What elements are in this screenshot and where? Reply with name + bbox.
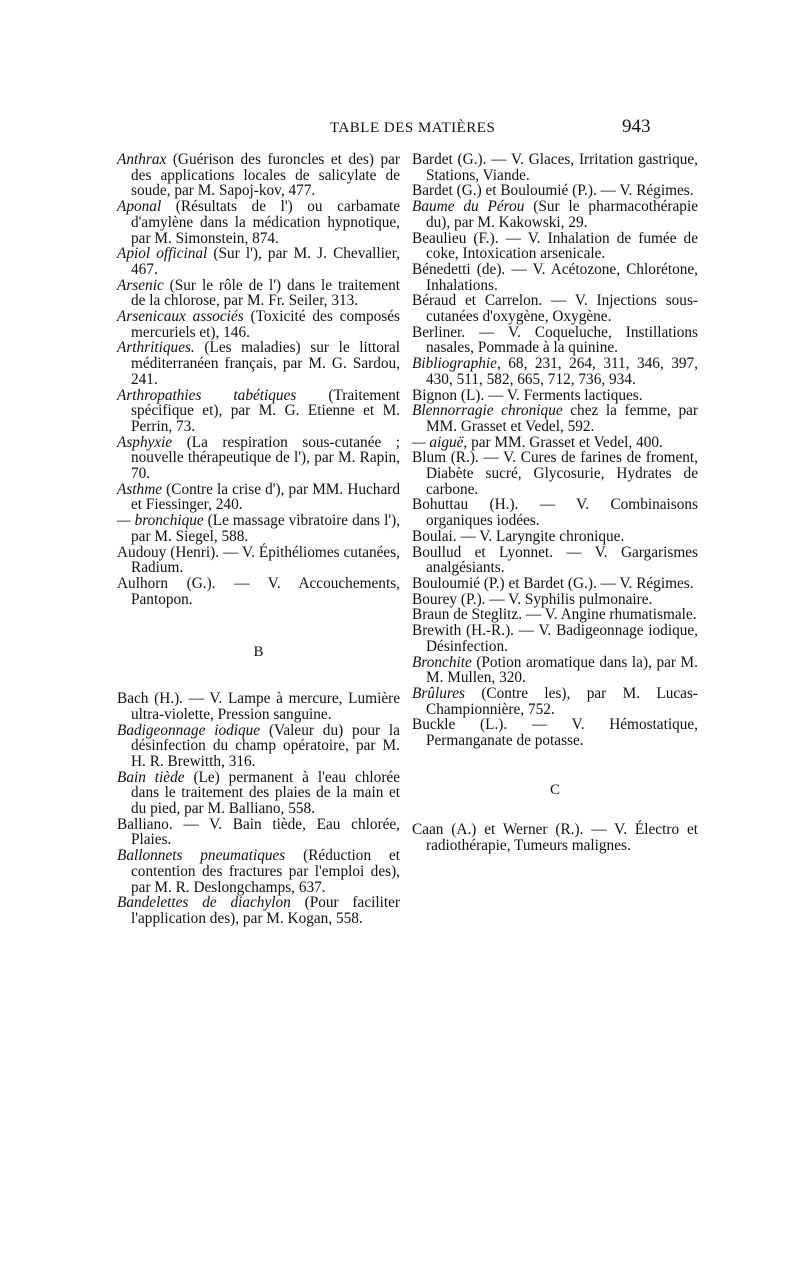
index-entry-term: Bronchite xyxy=(412,653,472,671)
index-entry-text: Bardet (G.). — V. Glaces, Irritation gastrique, Stations, Viande. xyxy=(412,151,698,184)
index-entry xyxy=(117,340,400,387)
index-entry-term: Ballonnets pneumatiques xyxy=(117,847,286,865)
index-entry xyxy=(117,246,400,277)
index-entry xyxy=(412,231,698,262)
index-entry-text: Bardet (G.) et Bouloumié (P.). — V. Régimes. xyxy=(412,182,694,200)
entries-b-left xyxy=(117,691,400,927)
index-entry xyxy=(412,262,698,293)
index-entry xyxy=(117,576,400,607)
index-entry xyxy=(117,817,400,848)
index-entry-text: Bach (H.). — V. Lampe à mercure, Lumière ultra-violette, Pression sanguine. xyxy=(117,690,400,723)
index-entry-text: (Traitement spécifique et), par M. G. Etienne et M. Perrin, 73. xyxy=(131,386,400,435)
index-entry-text: (Contre la crise d'), par MM. Huchard et Fiessinger, 240. xyxy=(131,480,400,514)
index-entry-text: , 68, 231, 264, 311, 346, 397, 430, 511, 582, 665, 712, 736, 934. xyxy=(426,355,698,388)
entries-a xyxy=(117,152,400,607)
index-entry-term: Bain tiède xyxy=(117,768,185,786)
page-number: 943 xyxy=(622,116,651,137)
index-entry xyxy=(412,388,698,404)
index-entry-text: (Le) permanent à l'eau chlorée dans le traitement des plaies de la main et du pied, par M. Balliano, 558. xyxy=(131,768,400,818)
index-entry xyxy=(412,152,698,183)
index-entry-term: Baume du Pérou xyxy=(412,198,525,216)
index-entry-text: Berliner. — V. Coqueluche, Instillations nasales, Pommade à la quinine. xyxy=(412,323,698,357)
index-entry-text: (Sur l'), par M. J. Chevallier, 467. xyxy=(131,245,400,278)
index-entry xyxy=(117,895,400,926)
left-column xyxy=(117,152,400,927)
index-entry xyxy=(117,770,400,817)
index-entry xyxy=(117,435,400,482)
index-entry-text: Audouy (Henri). — V. Épithéliomes cutanées, Radium. xyxy=(117,543,400,577)
index-entry-term: Arsenicaux associés xyxy=(117,308,244,326)
running-title: TABLE DES MATIÈRES xyxy=(330,120,496,136)
index-entry-text: (Contre les), par M. Lucas-Championnière, 752. xyxy=(426,684,698,718)
index-entry-term: — bronchique xyxy=(117,512,204,530)
index-entry-text: (Valeur du) pour la désinfection du champ opératoire, par M. H. R. Brewitth, 316. xyxy=(131,721,400,770)
index-entry xyxy=(117,848,400,895)
index-entry-text: (Sur le rôle de l') dans le traitement de la chlorose, par M. Fr. Seiler, 313. xyxy=(131,276,400,310)
index-entry xyxy=(412,686,698,717)
index-entry-text: Bouloumié (P.) et Bardet (G.). — V. Régimes. xyxy=(412,574,694,592)
index-entry-text: (Pour faciliter l'application des), par M. Kogan, 558. xyxy=(131,894,400,927)
index-entry-term: Bibliographie xyxy=(412,355,497,373)
index-entry xyxy=(117,723,400,770)
index-entry xyxy=(117,545,400,576)
index-entry-text: Béraud et Carrelon. — V. Injections sous-cutanées d'oxygène, Oxygène. xyxy=(412,292,698,326)
index-entry-term: Apiol officinal xyxy=(117,245,208,263)
index-entry xyxy=(117,278,400,309)
index-entry xyxy=(412,655,698,686)
index-entry xyxy=(117,513,400,544)
index-entry-text: Buckle (L.). — V. Hémostatique, Permanganate de potasse. xyxy=(412,716,698,750)
index-entry xyxy=(117,388,400,435)
index-entry-text: Brewith (H.-R.). — V. Badigeonnage iodique, Désinfection. xyxy=(412,622,698,655)
index-entry-text: (Sur le pharmacothérapie du), par M. Kakowski, 29. xyxy=(426,198,698,231)
index-entry-text: Bohuttau (H.). — V. Combinaisons organiques iodées. xyxy=(412,496,698,530)
index-entry xyxy=(117,691,400,722)
index-entry-text: (La respiration sous-cutanée ; nouvelle thérapeutique de l'), par M. Rapin, 70. xyxy=(131,433,400,483)
section-heading-b: B xyxy=(253,644,264,661)
index-entry-text: Aulhorn (G.). — V. Accouchements, Pantopon. xyxy=(117,574,400,608)
index-entry-term: Aponal xyxy=(117,198,162,216)
index-entry-text: (Guérison des furoncles et des) par des applications locales de salicylate de soude, par M. Sapoj-kov, 477. xyxy=(131,151,400,200)
index-entry-term: Blennorragie chronique xyxy=(412,402,563,420)
index-entry xyxy=(412,199,698,230)
index-entry-text: Bourey (P.). — V. Syphilis pulmonaire. xyxy=(412,590,653,608)
index-entry-text: (Potion aromatique dans la), par M. M. Mullen, 320. xyxy=(426,653,698,687)
index-entry xyxy=(117,152,400,199)
index-entry xyxy=(412,450,698,497)
index-entry xyxy=(412,325,698,356)
index-entry xyxy=(412,545,698,576)
index-entry-text: Boullud et Lyonnet. — V. Gargarismes analgésiants. xyxy=(412,543,698,577)
index-entry-text: Bignon (L). — V. Ferments lactiques. xyxy=(412,386,643,404)
index-entry-term: Badigeonnage iodique xyxy=(117,721,261,739)
index-entry-text: (Résultats de l') ou carbamate d'amylène dans la médication hypnotique, par M. Simonstein, 874. xyxy=(131,198,400,247)
index-entry-term: — aiguë xyxy=(412,433,464,451)
index-entry xyxy=(412,623,698,654)
index-entry xyxy=(412,822,698,853)
index-entry xyxy=(412,607,698,623)
index-entry xyxy=(412,529,698,545)
index-entry-text: Beaulieu (F.). — V. Inhalation de fumée de coke, Intoxication arsenicale. xyxy=(412,229,698,263)
index-entry-term: Arthropathies tabétiques xyxy=(117,386,297,404)
index-entry xyxy=(412,183,698,199)
index-entry-text: (Toxicité des composés mercuriels et), 146. xyxy=(131,308,400,341)
right-column xyxy=(412,152,698,854)
index-entry xyxy=(117,309,400,340)
index-entry-text: Blum (R.). — V. Cures de farines de froment, Diabète sucré, Glycosurie, Hydrates de carbone. xyxy=(412,449,698,498)
index-entry-text: Balliano. — V. Bain tiède, Eau chlorée, Plaies. xyxy=(117,815,400,849)
index-entry-text: Boulai. — V. Laryngite chronique. xyxy=(412,527,625,545)
entries-b-right xyxy=(412,152,698,749)
index-entry-term: Bandelettes de diachylon xyxy=(117,894,291,912)
index-entry xyxy=(412,293,698,324)
index-entry-text: Braun de Steglitz. — V. Angine rhumatismale. xyxy=(412,606,697,624)
index-entry xyxy=(117,199,400,246)
index-entry xyxy=(412,592,698,608)
index-entry xyxy=(412,435,698,451)
index-entry-term: Arthritiques. xyxy=(117,339,195,357)
index-entry xyxy=(412,403,698,434)
index-entry xyxy=(412,356,698,387)
index-entry xyxy=(117,482,400,513)
index-entry-term: Arsenic xyxy=(117,276,164,294)
index-entry-text: (Réduction et contention des fractures par l'emploi des), par M. R. Deslongchamps, 637. xyxy=(131,847,400,896)
index-entry-term: Asthme xyxy=(117,480,163,498)
index-entry-text: Caan (A.) et Werner (R.). — V. Électro et radiothérapie, Tumeurs malignes. xyxy=(412,821,698,855)
index-entry-text: (Les maladies) sur le littoral méditerranéen français, par M. G. Sardou, 241. xyxy=(131,339,400,388)
index-entry xyxy=(412,576,698,592)
index-entry xyxy=(412,717,698,748)
index-entry-text: chez la femme, par MM. Grasset et Vedel, 592. xyxy=(426,402,698,435)
index-entry xyxy=(412,497,698,528)
index-entry-term: Asphyxie xyxy=(117,433,173,451)
entries-c xyxy=(412,822,698,853)
index-entry-text: , par MM. Grasset et Vedel, 400. xyxy=(463,433,663,451)
index-entry-text: Bénedetti (de). — V. Acétozone, Chlorétone, Inhalations. xyxy=(412,260,698,294)
index-entry-term: Brûlures xyxy=(412,684,465,702)
index-entry-text: (Le massage vibratoire dans l'), par M. Siegel, 588. xyxy=(131,512,400,545)
index-entry-term: Anthrax xyxy=(117,151,167,168)
section-heading-c: C xyxy=(549,781,560,798)
